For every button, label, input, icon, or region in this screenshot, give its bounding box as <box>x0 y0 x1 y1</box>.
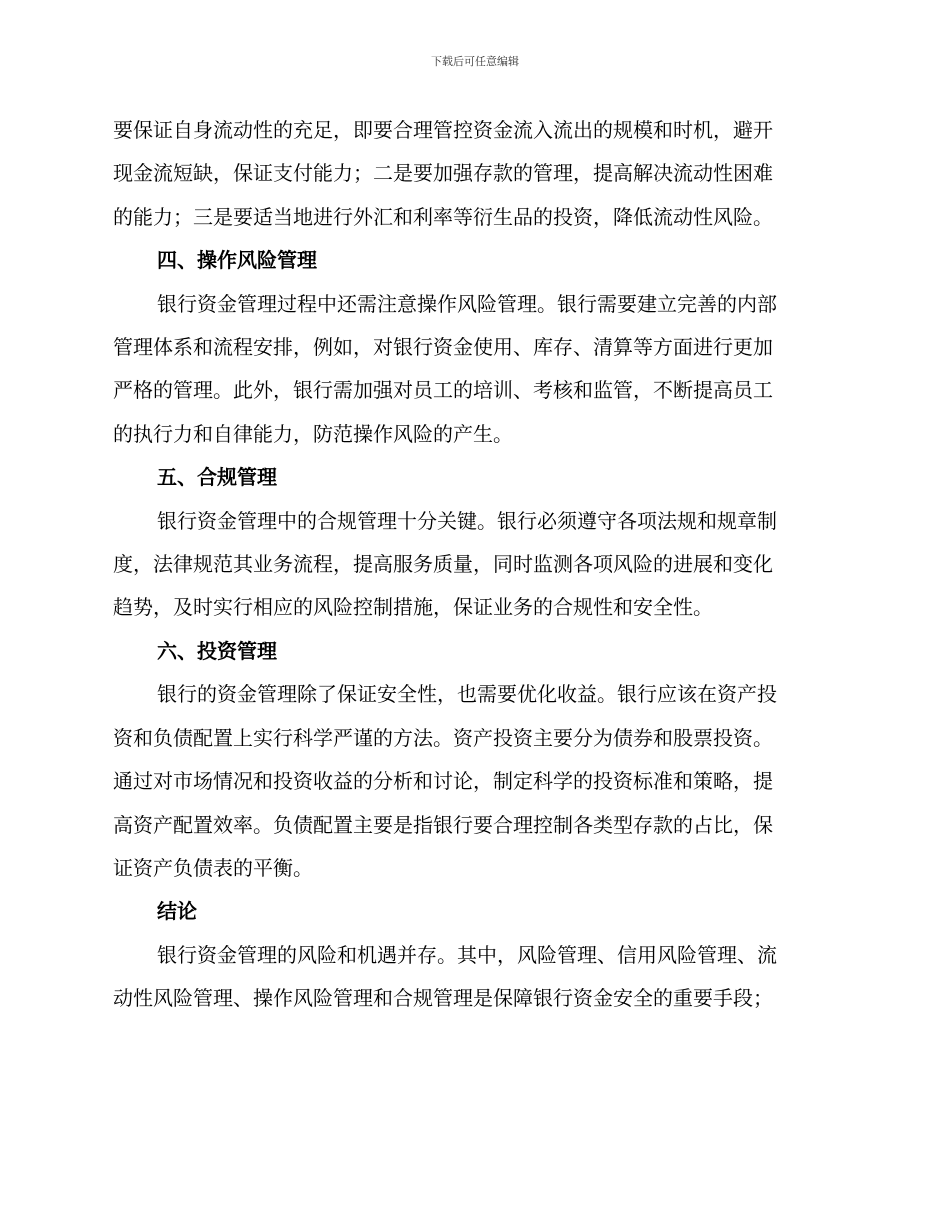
heading-compliance: 五、合规管理 <box>157 465 277 490</box>
text-line: 高资产配置效率。负债配置主要是指银行要合理控制各类型存款的占比，保 <box>113 812 773 837</box>
paragraph-investment <box>113 673 837 890</box>
paragraph-conclusion <box>113 934 837 1021</box>
text-line: 银行资金管理的风险和机遇并存。其中，风险管理、信用风险管理、流 <box>157 942 777 967</box>
text-line: 动性风险管理、操作风险管理和合规管理是保障银行资金安全的重要手段； <box>113 986 773 1011</box>
text-line: 趋势，及时实行相应的风险控制措施，保证业务的合规性和安全性。 <box>113 595 713 620</box>
text-line: 的执行力和自律能力，防范操作风险的产生。 <box>113 421 513 446</box>
document-body <box>113 109 837 1021</box>
text-line: 的能力；三是要适当地进行外汇和利率等衍生品的投资，降低流动性风险。 <box>113 204 773 229</box>
page-header-note: 下载后可任意编辑 <box>431 55 519 68</box>
text-line: 度，法律规范其业务流程，提高服务质量，同时监测各项风险的进展和变化 <box>113 552 773 577</box>
text-line: 严格的管理。此外，银行需加强对员工的培训、考核和监管，不断提高员工 <box>113 378 773 403</box>
paragraph-liquidity-continued <box>113 109 837 239</box>
text-line: 银行的资金管理除了保证安全性，也需要优化收益。银行应该在资产投 <box>157 682 777 707</box>
text-line: 银行资金管理过程中还需注意操作风险管理。银行需要建立完善的内部 <box>157 291 777 316</box>
text-line: 证资产负债表的平衡。 <box>113 855 313 880</box>
text-line: 银行资金管理中的合规管理十分关键。银行必须遵守各项法规和规章制 <box>157 508 777 533</box>
heading-investment: 六、投资管理 <box>157 638 277 663</box>
text-line: 要保证自身流动性的充足，即要合理管控资金流入流出的规模和时机，避开 <box>113 118 773 142</box>
text-line: 通过对市场情况和投资收益的分析和讨论，制定科学的投资标准和策略，提 <box>113 769 773 794</box>
heading-conclusion: 结论 <box>157 899 197 924</box>
paragraph-compliance <box>113 500 837 630</box>
text-line: 管理体系和流程安排，例如，对银行资金使用、库存、清算等方面进行更加 <box>113 335 773 360</box>
paragraph-operational-risk <box>113 283 837 457</box>
text-line: 现金流短缺，保证支付能力；二是要加强存款的管理，提高解决流动性困难 <box>113 161 773 186</box>
text-line: 资和负债配置上实行科学严谨的方法。资产投资主要分为债券和股票投资。 <box>113 725 773 750</box>
heading-operational-risk: 四、操作风险管理 <box>157 248 317 273</box>
